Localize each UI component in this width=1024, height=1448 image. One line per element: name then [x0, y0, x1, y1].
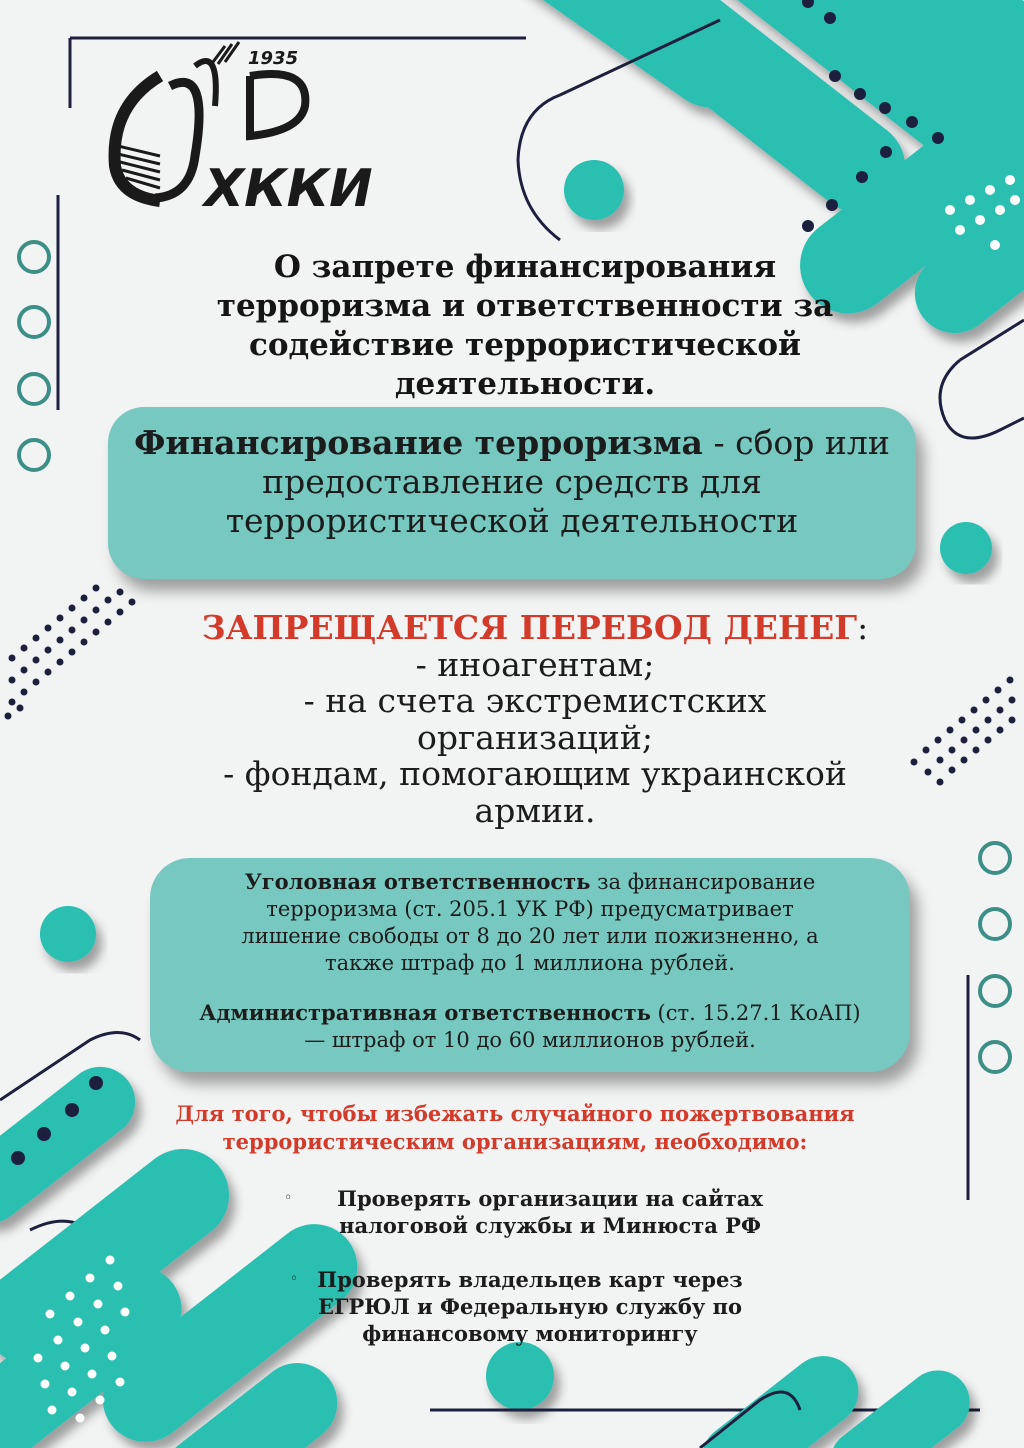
advice-item-line: ЕГРЮЛ и Федеральную службу по	[317, 1294, 743, 1319]
logo-emblem-icon	[100, 36, 373, 219]
admin-liability-line: — штраф от 10 до 60 миллионов рублей.	[304, 1028, 756, 1052]
ban-item: - иноагентам;	[415, 644, 655, 684]
criminal-liability-term: Уголовная ответственность	[244, 869, 591, 894]
ban-item: армии.	[474, 790, 596, 830]
title-line: деятельности.	[394, 366, 656, 402]
ban-heading: ЗАПРЕЩАЕТСЯ ПЕРЕВОД ДЕНЕГ	[201, 608, 858, 647]
advice-heading-line: террористическим организациям, необходимо:	[222, 1129, 808, 1154]
ban-item: - фондам, помогающим украинской	[223, 754, 847, 793]
criminal-liability-line: также штраф до 1 миллиона рублей.	[325, 951, 735, 975]
advice-item-line: Проверять владельцев карт через	[317, 1267, 743, 1292]
admin-liability-rest: (ст. 15.27.1 КоАП)	[650, 1001, 861, 1025]
advice-item-line: Проверять организации на сайтах	[337, 1186, 763, 1211]
admin-liability-text	[172, 999, 888, 1054]
criminal-liability-rest: за финансирование	[590, 870, 816, 894]
criminal-liability-line: лишение свободы от 8 до 20 лет или пожизненно, а	[241, 924, 819, 948]
logo-year: 1935	[248, 48, 299, 69]
title-line: терроризма и ответственности за	[216, 288, 834, 324]
liability-box	[150, 858, 910, 1072]
advice-heading	[150, 1100, 880, 1156]
admin-liability-term: Административная ответственность	[199, 1000, 651, 1025]
criminal-liability-text	[172, 868, 888, 977]
ban-colon: :	[857, 608, 869, 647]
logo-abbr: ХККИ	[204, 159, 373, 219]
definition-line2: предоставление средств для	[262, 462, 762, 501]
title-line: содействие террористической	[248, 327, 802, 363]
definition-text	[118, 423, 906, 540]
definition-box	[108, 407, 916, 579]
definition-term: Финансирование терроризма	[134, 423, 703, 462]
dot-grid-left	[5, 585, 136, 720]
advice-item-2	[280, 1266, 780, 1347]
advice-item-line: финансовому мониторингу	[362, 1321, 698, 1346]
advice-item-1	[300, 1185, 800, 1239]
bullet-icon: ◦	[290, 1271, 299, 1287]
advice-item-line: налоговой службы и Минюста РФ	[339, 1213, 761, 1238]
definition-line3: террористической деятельности	[225, 501, 799, 540]
advice-heading-line: Для того, чтобы избежать случайного пожертвования	[175, 1101, 855, 1126]
ban-item: организаций;	[417, 717, 653, 757]
criminal-liability-line: терроризма (ст. 205.1 УК РФ) предусматривает	[266, 897, 794, 921]
ban-item: - на счета экстремистских	[303, 681, 767, 720]
ban-section	[140, 610, 930, 829]
page-title	[180, 248, 870, 404]
college-logo	[100, 36, 373, 219]
title-line: О запрете финансирования	[273, 249, 777, 285]
definition-line1-rest: - сбор или	[702, 423, 890, 462]
bullet-icon: ◦	[284, 1190, 293, 1206]
